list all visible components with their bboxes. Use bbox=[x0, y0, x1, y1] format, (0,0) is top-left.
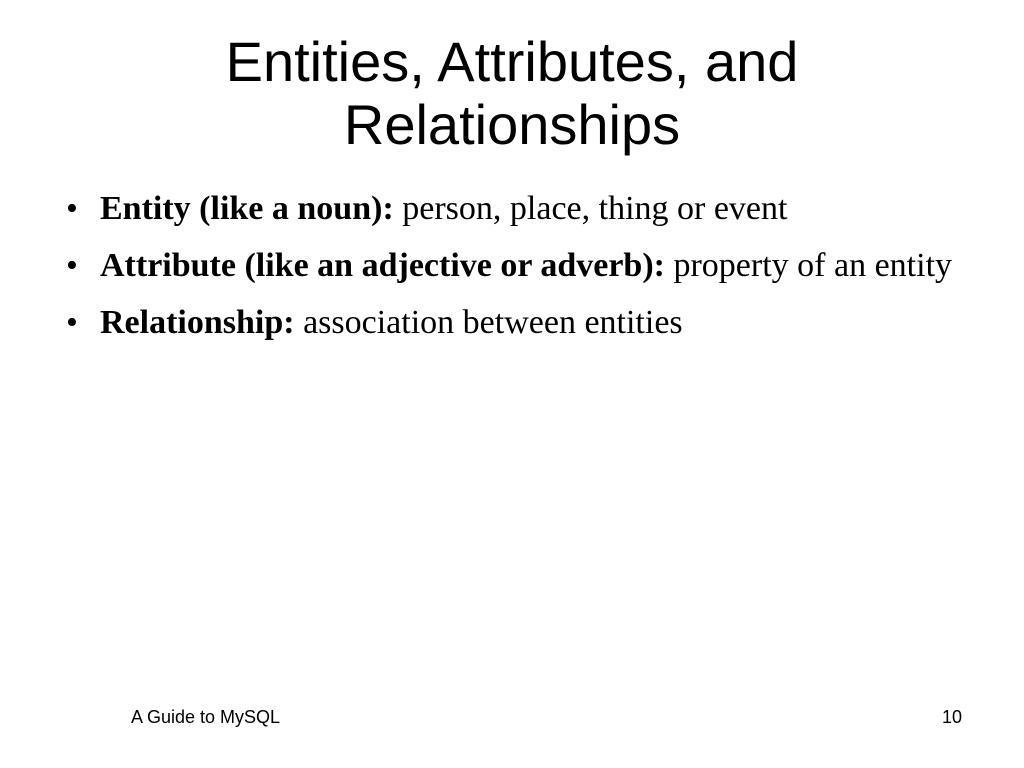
bullet-text: association between entities bbox=[294, 304, 683, 341]
bullet-list bbox=[60, 186, 960, 357]
slide-title bbox=[60, 30, 964, 156]
bullet-item-entity bbox=[60, 186, 960, 231]
bullet-text: person, place, thing or event bbox=[393, 190, 788, 227]
page-number: 10 bbox=[941, 707, 962, 727]
slide-title-line-1: Entities, Attributes, and bbox=[225, 30, 799, 93]
bullet-text: property of an entity bbox=[664, 247, 953, 284]
bullet-icon: • bbox=[66, 247, 78, 284]
slide-title-line-2: Relationships bbox=[343, 93, 681, 156]
bullet-item-attribute bbox=[60, 243, 960, 288]
bullet-icon: • bbox=[66, 190, 78, 227]
footer-title: A Guide to MySQL bbox=[131, 707, 281, 727]
bullet-term: Entity (like a noun): bbox=[100, 190, 394, 227]
bullet-term: Attribute (like an adjective or adverb): bbox=[100, 247, 665, 284]
bullet-icon: • bbox=[66, 304, 78, 341]
bullet-item-relationship bbox=[60, 300, 960, 345]
bullet-term: Relationship: bbox=[100, 304, 295, 341]
